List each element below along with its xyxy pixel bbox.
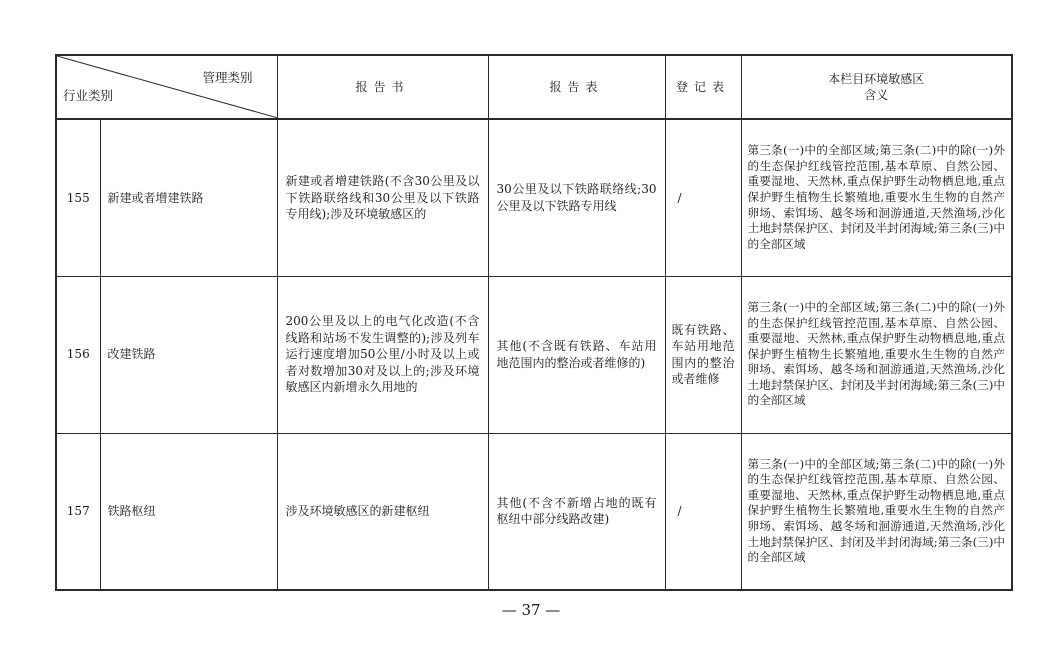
row-number: 157 [56, 433, 100, 590]
row-number: 155 [56, 119, 100, 276]
report-form-cell: 其他(不含既有铁路、车站用地范围内的整治或者维修的) [488, 276, 665, 433]
corner-header-cell [56, 55, 277, 119]
sensitive-area-cell: 第三条(一)中的全部区域;第三条(二)中的除(一)外的生态保护红线管控范围,基本草原、自然公园、重要湿地、天然林,重点保护野生动物栖息地,重点保护野生植物生长繁殖地,重要水生生物的自然产卵场、索饵场、越冬场和洄游通道,天然渔场,沙化土地封禁保护区、封闭及半封闭海域;第三条(三)中的全部区域 [741, 433, 1012, 590]
sensitive-area-title: 本栏目环境敏感区 [828, 71, 925, 86]
row-number: 156 [56, 276, 100, 433]
industry-name: 新建或者增建铁路 [100, 119, 277, 276]
page-number: — 37 — [501, 601, 561, 619]
col-header-report-form: 报告表 [488, 55, 665, 119]
report-book-cell: 涉及环境敏感区的新建枢纽 [277, 433, 488, 590]
report-form-cell: 30公里及以下铁路联络线;30公里及以下铁路专用线 [488, 119, 665, 276]
table-row [56, 276, 1012, 433]
sensitive-area-cell: 第三条(一)中的全部区域;第三条(二)中的除(一)外的生态保护红线管控范围,基本草原、自然公园、重要湿地、天然林,重点保护野生动物栖息地,重点保护野生植物生长繁殖地,重要水生生物的自然产卵场、索饵场、越冬场和洄游通道,天然渔场,沙化土地封禁保护区、封闭及半封闭海域;第三条(三)中的全部区域 [741, 119, 1012, 276]
registration-form-cell: / [665, 433, 741, 590]
classification-table [55, 54, 1013, 591]
report-form-cell: 其他(不含不新增占地的既有枢纽中部分线路改建) [488, 433, 665, 590]
report-book-cell: 新建或者增建铁路(不含30公里及以下铁路联络线和30公里及以下铁路专用线);涉及环境敏感区的 [277, 119, 488, 276]
table-row [56, 119, 1012, 276]
sensitive-area-cell: 第三条(一)中的全部区域;第三条(二)中的除(一)外的生态保护红线管控范围,基本草原、自然公园、重要湿地、天然林,重点保护野生动物栖息地,重点保护野生植物生长繁殖地,重要水生生物的自然产卵场、索饵场、越冬场和洄游通道,天然渔场,沙化土地封禁保护区、封闭及半封闭海域;第三条(三)中的全部区域 [741, 276, 1012, 433]
registration-form-cell: 既有铁路、车站用地范围内的整治或者维修 [665, 276, 741, 433]
industry-category-label: 行业类别 [63, 87, 114, 103]
industry-name: 铁路枢纽 [100, 433, 277, 590]
col-header-report-book: 报告书 [277, 55, 488, 119]
table-row [56, 433, 1012, 590]
registration-form-cell: / [665, 119, 741, 276]
management-category-label: 管理类别 [202, 70, 253, 85]
sensitive-area-subtitle: 含义 [864, 88, 889, 102]
col-header-registration-form: 登记表 [665, 55, 741, 119]
industry-name: 改建铁路 [100, 276, 277, 433]
report-book-cell: 200公里及以上的电气化改造(不含线路和站场不发生调整的);涉及列车运行速度增加50公里/小时及以上或者对数增加30对及以上的;涉及环境敏感区内新增永久用地的 [277, 276, 488, 433]
table-header-row [56, 55, 1012, 119]
col-header-sensitive-area [741, 55, 1012, 119]
